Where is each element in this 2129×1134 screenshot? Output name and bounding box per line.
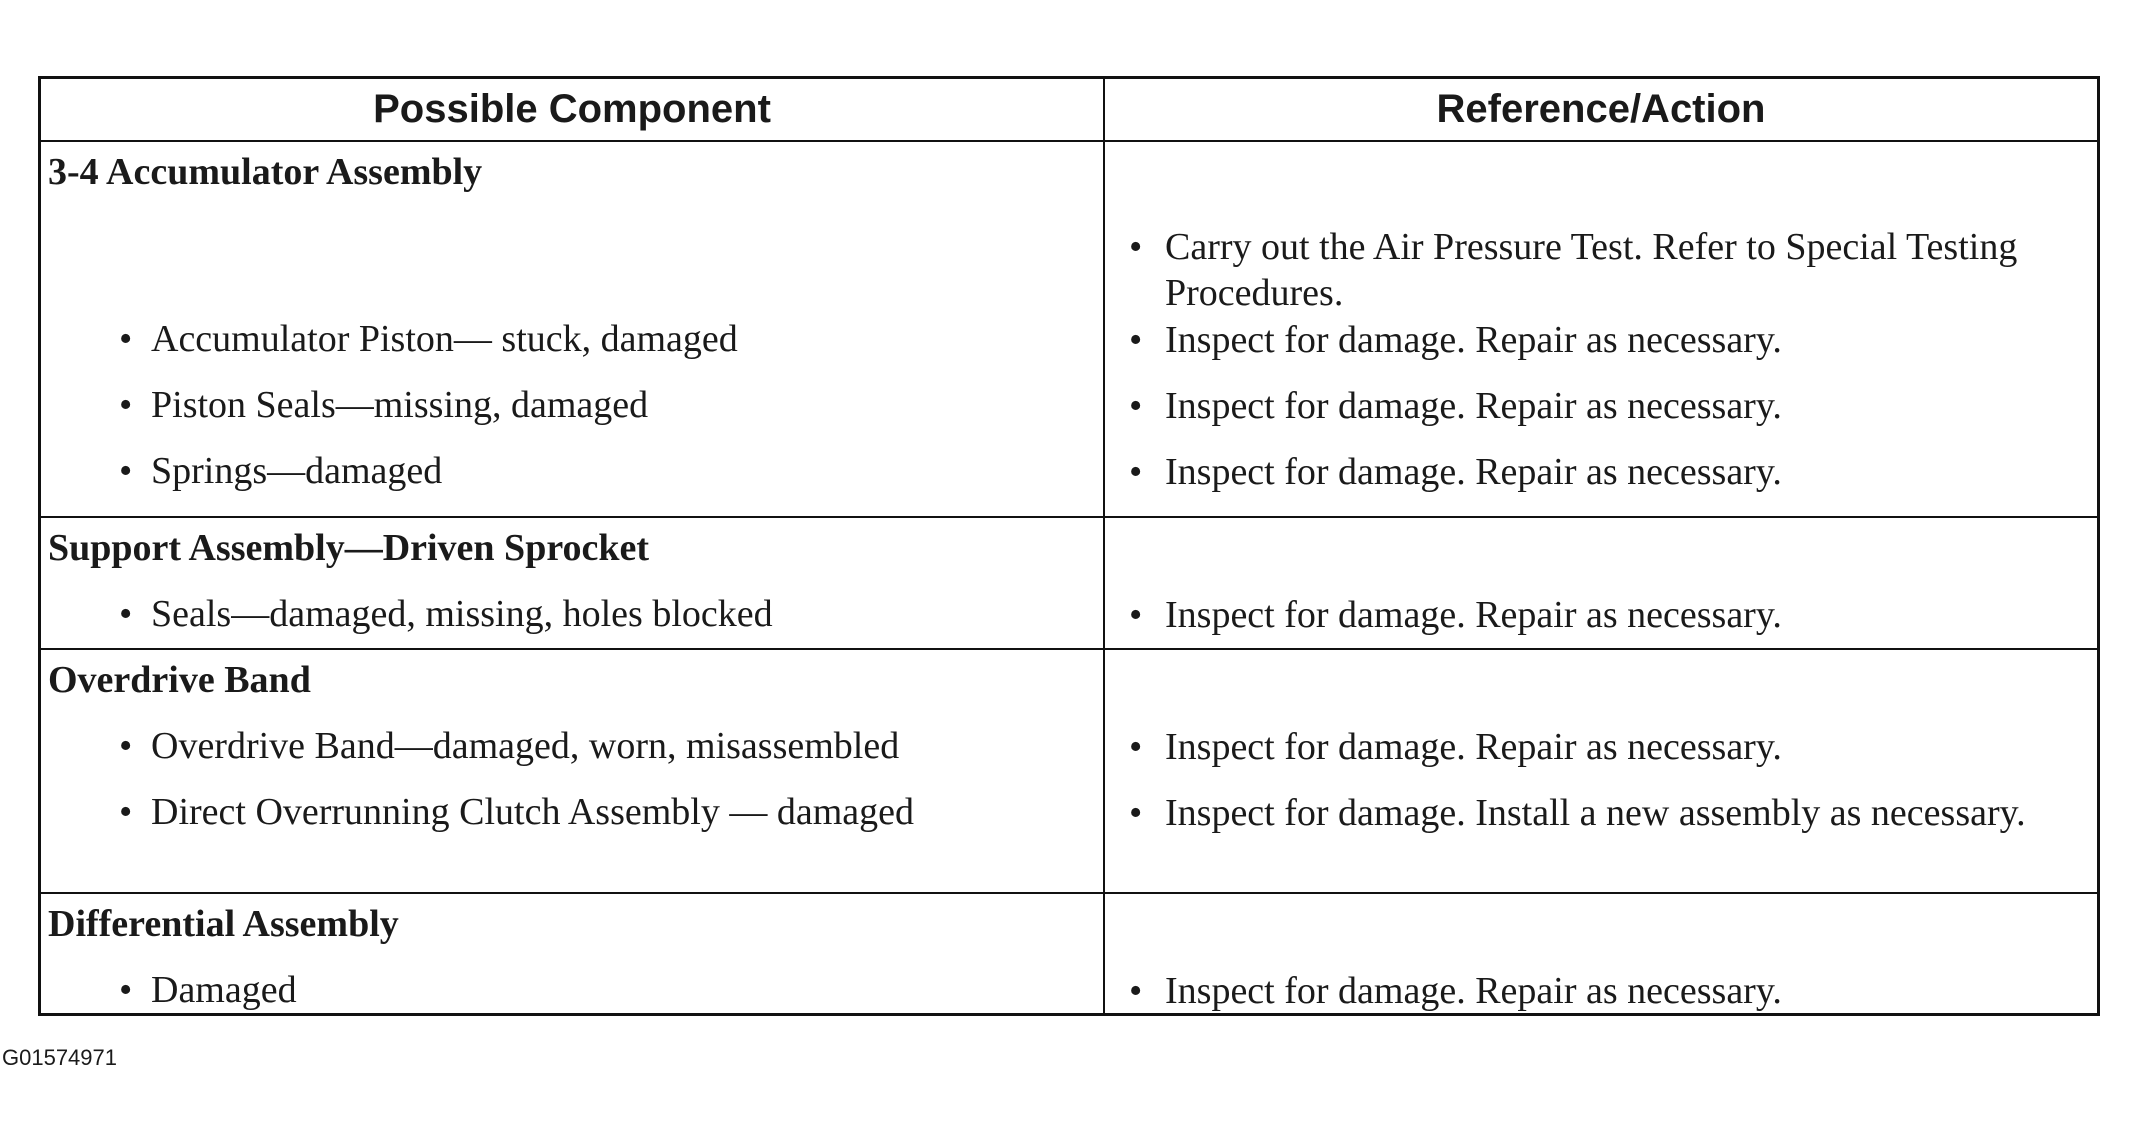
- action-row: [1129, 968, 2059, 1014]
- action-text: Inspect for damage. Repair as necessary.: [1165, 451, 1782, 493]
- bullet-icon: •: [119, 969, 133, 1011]
- section-3-4-accumulator-assembly: [41, 142, 2097, 518]
- table-header: [41, 79, 2097, 142]
- component-row: [119, 790, 914, 834]
- diagnosis-table: [38, 76, 2100, 1016]
- component-text: Springs—damaged: [151, 450, 443, 492]
- action-row: [1129, 449, 2059, 495]
- bullet-icon: •: [1129, 970, 1143, 1012]
- action-air-pressure-test: [1129, 224, 2059, 316]
- section-title: Overdrive Band: [48, 659, 311, 701]
- section-title: Support Assembly—Driven Sprocket: [48, 527, 650, 569]
- action-row: [1129, 724, 2059, 770]
- component-text: Damaged: [151, 969, 297, 1011]
- component-row: [119, 968, 297, 1012]
- header-possible-component: Possible Component: [373, 87, 771, 131]
- action-text: Inspect for damage. Repair as necessary.: [1165, 970, 1782, 1012]
- component-text: Seals—damaged, missing, holes blocked: [151, 593, 773, 635]
- action-row: [1129, 383, 2059, 429]
- bullet-icon: •: [119, 384, 133, 426]
- bullet-icon: •: [119, 593, 133, 635]
- bullet-icon: •: [119, 450, 133, 492]
- bullet-icon: •: [1129, 451, 1143, 493]
- component-row: [119, 383, 648, 427]
- bullet-icon: •: [119, 318, 133, 360]
- component-text: Piston Seals—missing, damaged: [151, 384, 649, 426]
- header-reference-action: Reference/Action: [1436, 87, 1766, 131]
- bullet-icon: •: [1129, 594, 1143, 636]
- section-title: 3-4 Accumulator Assembly: [48, 151, 483, 193]
- section-support-assembly: [41, 518, 2097, 650]
- component-row: [119, 449, 442, 493]
- bullet-icon: •: [1129, 319, 1143, 361]
- section-title: Differential Assembly: [48, 903, 399, 945]
- section-differential-assembly: [41, 894, 2097, 1013]
- figure-id: G01574971: [2, 1045, 117, 1070]
- action-row: [1129, 592, 2059, 638]
- action-text: Inspect for damage. Repair as necessary.: [1165, 726, 1782, 768]
- action-row: [1129, 790, 2059, 836]
- action-text: Inspect for damage. Repair as necessary.: [1165, 594, 1782, 636]
- action-row: [1129, 317, 2059, 363]
- action-text: Inspect for damage. Install a new assembly as necessary.: [1165, 792, 2026, 834]
- action-text: Carry out the Air Pressure Test. Refer to Special Testing Procedures.: [1165, 226, 2018, 314]
- component-text: Direct Overrunning Clutch Assembly — damaged: [151, 791, 915, 833]
- component-row: [119, 592, 773, 636]
- bullet-icon: •: [1129, 385, 1143, 427]
- bullet-icon: •: [1129, 226, 1143, 268]
- action-text: Inspect for damage. Repair as necessary.: [1165, 385, 1782, 427]
- bullet-icon: •: [1129, 726, 1143, 768]
- component-row: [119, 724, 899, 768]
- component-text: Accumulator Piston— stuck, damaged: [151, 318, 738, 360]
- component-row: [119, 317, 738, 361]
- component-text: Overdrive Band—damaged, worn, misassembled: [151, 725, 900, 767]
- bullet-icon: •: [119, 791, 133, 833]
- bullet-icon: •: [119, 725, 133, 767]
- action-text: Inspect for damage. Repair as necessary.: [1165, 319, 1782, 361]
- bullet-icon: •: [1129, 792, 1143, 834]
- section-overdrive-band: [41, 650, 2097, 894]
